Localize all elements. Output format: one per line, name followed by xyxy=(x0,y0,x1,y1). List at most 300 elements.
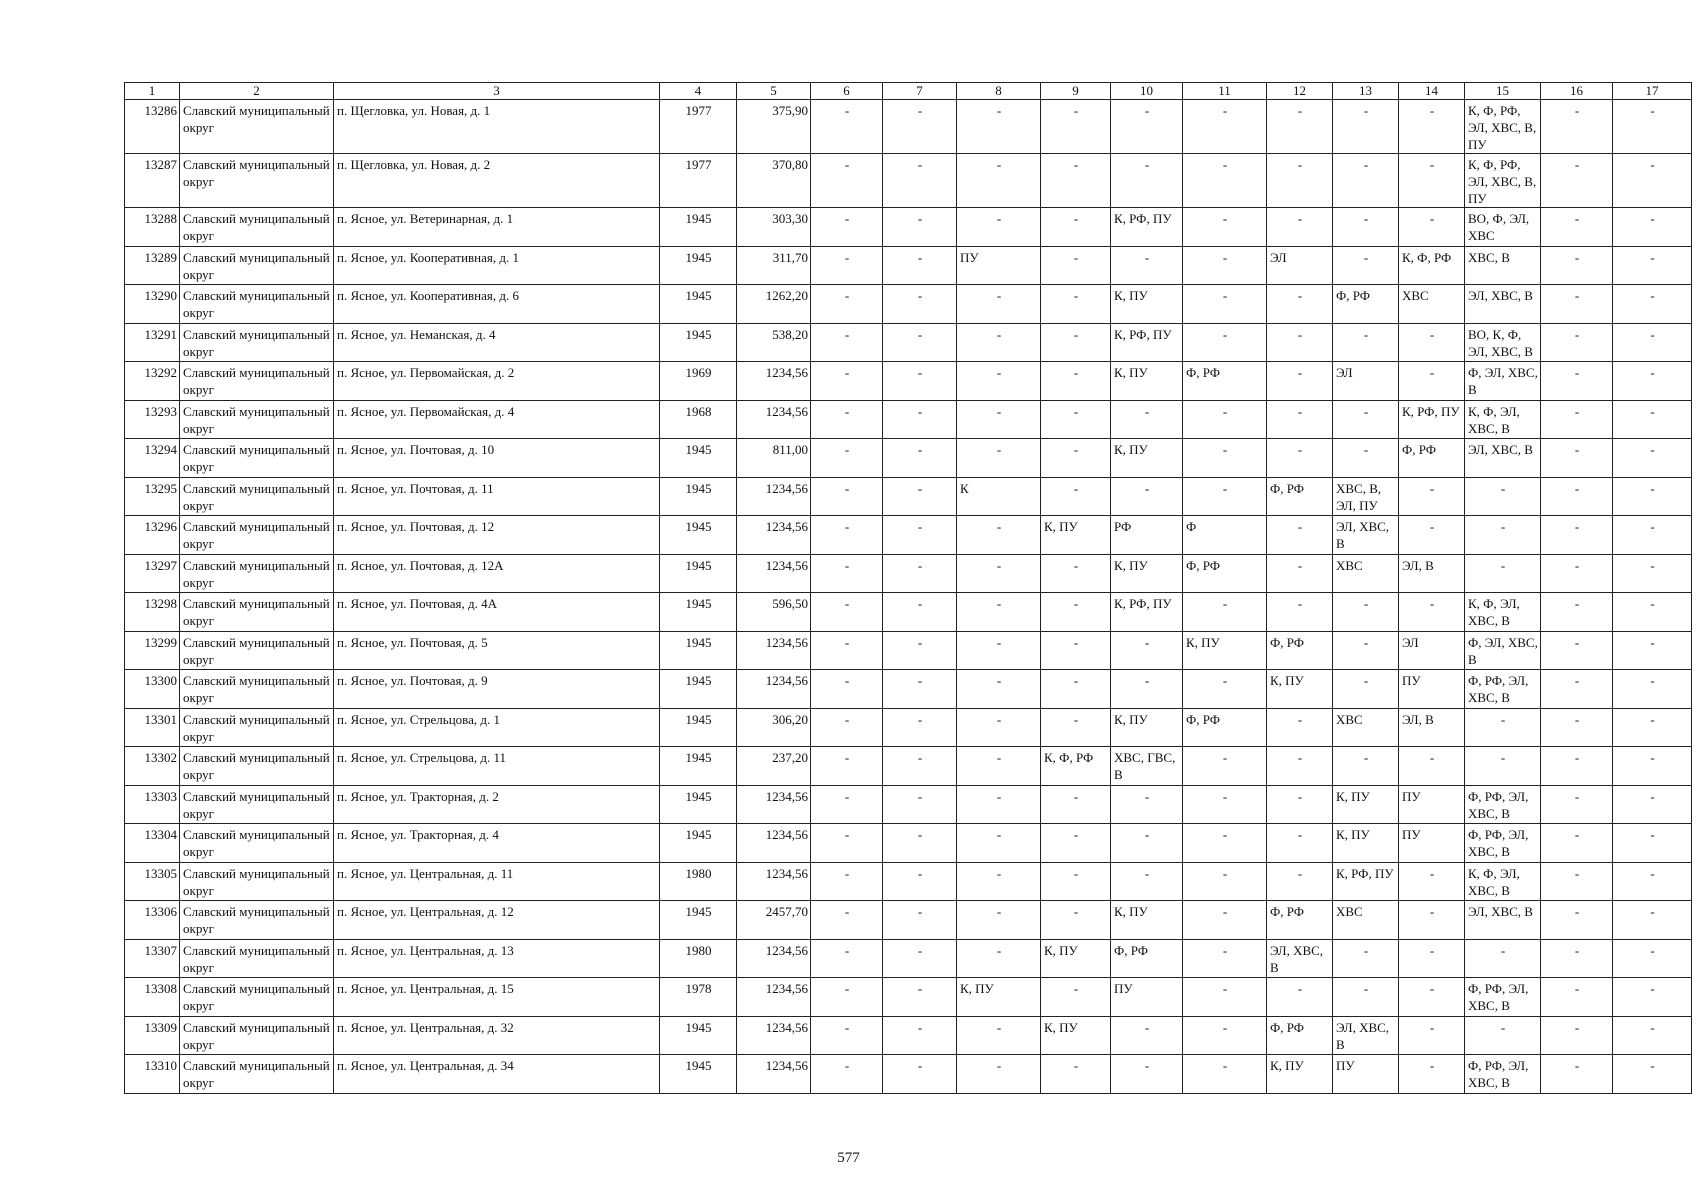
table-cell-col-4: 1945 xyxy=(660,824,737,863)
table-cell-col-15: К, Ф, РФ, ЭЛ, ХВС, В, ПУ xyxy=(1465,154,1541,208)
table-cell-col-11: - xyxy=(1183,862,1267,901)
table-cell-col-17: - xyxy=(1613,901,1692,940)
table-cell-col-3: п. Ясное, ул. Тракторная, д. 4 xyxy=(334,824,660,863)
table-cell-col-10: К, ПУ xyxy=(1111,362,1183,401)
table-cell-col-3: п. Ясное, ул. Центральная, д. 11 xyxy=(334,862,660,901)
registry-table xyxy=(124,82,1692,1094)
table-cell-col-9: - xyxy=(1041,285,1111,324)
table-cell-col-17: - xyxy=(1613,747,1692,786)
table-cell-col-16: - xyxy=(1541,939,1613,978)
table-cell-col-9: - xyxy=(1041,154,1111,208)
table-cell-col-13: - xyxy=(1333,100,1399,154)
table-cell-col-1: 13307 xyxy=(125,939,180,978)
table-cell-col-7: - xyxy=(883,593,957,632)
table-cell-col-12: - xyxy=(1267,516,1333,555)
column-header-3: 3 xyxy=(334,83,660,100)
table-cell-col-12: - xyxy=(1267,824,1333,863)
table-cell-col-9: - xyxy=(1041,439,1111,478)
table-cell-col-9: - xyxy=(1041,246,1111,285)
table-cell-col-12: - xyxy=(1267,362,1333,401)
table-cell-col-7: - xyxy=(883,631,957,670)
table-cell-col-10: К, ПУ xyxy=(1111,708,1183,747)
table-row xyxy=(125,1055,1692,1094)
table-cell-col-3: п. Ясное, ул. Почтовая, д. 10 xyxy=(334,439,660,478)
table-cell-col-6: - xyxy=(811,1016,883,1055)
table-cell-col-1: 13287 xyxy=(125,154,180,208)
table-cell-col-8: - xyxy=(957,100,1041,154)
table-cell-col-8: - xyxy=(957,824,1041,863)
table-cell-col-7: - xyxy=(883,439,957,478)
table-cell-col-13: ХВС xyxy=(1333,554,1399,593)
table-cell-col-3: п. Ясное, ул. Почтовая, д. 12А xyxy=(334,554,660,593)
table-cell-col-15: ВО, Ф, ЭЛ, ХВС xyxy=(1465,208,1541,247)
table-cell-col-14: - xyxy=(1399,939,1465,978)
table-cell-col-17: - xyxy=(1613,785,1692,824)
table-cell-col-11: - xyxy=(1183,670,1267,709)
table-cell-col-16: - xyxy=(1541,747,1613,786)
table-cell-col-9: - xyxy=(1041,824,1111,863)
table-row xyxy=(125,246,1692,285)
table-cell-col-11: Ф, РФ xyxy=(1183,362,1267,401)
table-cell-col-11: - xyxy=(1183,1016,1267,1055)
table-cell-col-14: ЭЛ xyxy=(1399,631,1465,670)
table-cell-col-16: - xyxy=(1541,362,1613,401)
table-cell-col-13: - xyxy=(1333,439,1399,478)
table-cell-col-14: - xyxy=(1399,747,1465,786)
table-cell-col-10: - xyxy=(1111,477,1183,516)
table-cell-col-5: 1234,56 xyxy=(737,362,811,401)
table-cell-col-1: 13303 xyxy=(125,785,180,824)
table-cell-col-16: - xyxy=(1541,1055,1613,1094)
table-cell-col-1: 13301 xyxy=(125,708,180,747)
table-cell-col-10: - xyxy=(1111,824,1183,863)
table-cell-col-1: 13295 xyxy=(125,477,180,516)
table-cell-col-13: Ф, РФ xyxy=(1333,285,1399,324)
table-row xyxy=(125,362,1692,401)
table-cell-col-7: - xyxy=(883,400,957,439)
table-cell-col-16: - xyxy=(1541,477,1613,516)
table-cell-col-1: 13290 xyxy=(125,285,180,324)
table-cell-col-4: 1945 xyxy=(660,246,737,285)
column-number-header xyxy=(125,83,1692,100)
table-cell-col-4: 1978 xyxy=(660,978,737,1017)
table-cell-col-7: - xyxy=(883,785,957,824)
table-cell-col-1: 13302 xyxy=(125,747,180,786)
table-cell-col-17: - xyxy=(1613,154,1692,208)
table-cell-col-15: Ф, РФ, ЭЛ, ХВС, В xyxy=(1465,1055,1541,1094)
table-cell-col-14: - xyxy=(1399,901,1465,940)
table-row xyxy=(125,708,1692,747)
table-cell-col-9: - xyxy=(1041,1055,1111,1094)
table-cell-col-2: Славский муниципальный округ xyxy=(180,246,334,285)
table-cell-col-3: п. Ясное, ул. Первомайская, д. 4 xyxy=(334,400,660,439)
table-cell-col-17: - xyxy=(1613,1055,1692,1094)
table-cell-col-12: Ф, РФ xyxy=(1267,901,1333,940)
table-cell-col-12: К, ПУ xyxy=(1267,1055,1333,1094)
column-header-16: 16 xyxy=(1541,83,1613,100)
table-cell-col-7: - xyxy=(883,939,957,978)
table-cell-col-17: - xyxy=(1613,208,1692,247)
table-cell-col-6: - xyxy=(811,862,883,901)
table-cell-col-14: К, Ф, РФ xyxy=(1399,246,1465,285)
table-cell-col-14: - xyxy=(1399,1055,1465,1094)
table-cell-col-5: 1234,56 xyxy=(737,824,811,863)
table-cell-col-8: - xyxy=(957,400,1041,439)
table-cell-col-13: - xyxy=(1333,246,1399,285)
table-cell-col-2: Славский муниципальный округ xyxy=(180,439,334,478)
table-cell-col-5: 370,80 xyxy=(737,154,811,208)
table-cell-col-15: Ф, РФ, ЭЛ, ХВС, В xyxy=(1465,824,1541,863)
table-cell-col-7: - xyxy=(883,208,957,247)
table-row xyxy=(125,939,1692,978)
table-cell-col-11: Ф, РФ xyxy=(1183,708,1267,747)
table-cell-col-7: - xyxy=(883,978,957,1017)
table-cell-col-9: - xyxy=(1041,477,1111,516)
table-cell-col-11: - xyxy=(1183,978,1267,1017)
table-cell-col-1: 13299 xyxy=(125,631,180,670)
table-cell-col-6: - xyxy=(811,708,883,747)
table-cell-col-2: Славский муниципальный округ xyxy=(180,285,334,324)
column-header-15: 15 xyxy=(1465,83,1541,100)
table-cell-col-13: К, ПУ xyxy=(1333,785,1399,824)
table-cell-col-9: - xyxy=(1041,862,1111,901)
table-cell-col-12: - xyxy=(1267,978,1333,1017)
table-cell-col-1: 13304 xyxy=(125,824,180,863)
table-cell-col-4: 1969 xyxy=(660,362,737,401)
table-cell-col-7: - xyxy=(883,362,957,401)
table-cell-col-5: 375,90 xyxy=(737,100,811,154)
table-cell-col-4: 1945 xyxy=(660,208,737,247)
table-cell-col-4: 1945 xyxy=(660,439,737,478)
table-cell-col-7: - xyxy=(883,323,957,362)
table-cell-col-2: Славский муниципальный округ xyxy=(180,362,334,401)
table-cell-col-3: п. Ясное, ул. Почтовая, д. 4А xyxy=(334,593,660,632)
table-cell-col-4: 1945 xyxy=(660,516,737,555)
table-cell-col-10: - xyxy=(1111,631,1183,670)
table-cell-col-2: Славский муниципальный округ xyxy=(180,516,334,555)
table-cell-col-2: Славский муниципальный округ xyxy=(180,400,334,439)
table-cell-col-14: - xyxy=(1399,593,1465,632)
table-cell-col-3: п. Ясное, ул. Стрельцова, д. 1 xyxy=(334,708,660,747)
table-cell-col-14: - xyxy=(1399,100,1465,154)
table-cell-col-11: Ф xyxy=(1183,516,1267,555)
table-cell-col-12: - xyxy=(1267,208,1333,247)
table-cell-col-5: 811,00 xyxy=(737,439,811,478)
table-cell-col-17: - xyxy=(1613,400,1692,439)
table-cell-col-8: - xyxy=(957,516,1041,555)
table-cell-col-15: - xyxy=(1465,1016,1541,1055)
table-cell-col-13: - xyxy=(1333,978,1399,1017)
table-cell-col-14: ЭЛ, В xyxy=(1399,708,1465,747)
table-cell-col-13: - xyxy=(1333,400,1399,439)
table-cell-col-6: - xyxy=(811,400,883,439)
table-cell-col-11: - xyxy=(1183,100,1267,154)
table-cell-col-11: - xyxy=(1183,939,1267,978)
table-cell-col-4: 1945 xyxy=(660,285,737,324)
table-row xyxy=(125,978,1692,1017)
table-cell-col-6: - xyxy=(811,1055,883,1094)
table-cell-col-3: п. Ясное, ул. Центральная, д. 32 xyxy=(334,1016,660,1055)
table-cell-col-13: - xyxy=(1333,154,1399,208)
table-cell-col-15: - xyxy=(1465,708,1541,747)
table-cell-col-16: - xyxy=(1541,208,1613,247)
table-cell-col-8: - xyxy=(957,362,1041,401)
table-cell-col-6: - xyxy=(811,516,883,555)
table-cell-col-3: п. Ясное, ул. Кооперативная, д. 6 xyxy=(334,285,660,324)
table-cell-col-16: - xyxy=(1541,670,1613,709)
table-cell-col-15: Ф, ЭЛ, ХВС, В xyxy=(1465,631,1541,670)
table-cell-col-7: - xyxy=(883,285,957,324)
table-cell-col-17: - xyxy=(1613,708,1692,747)
table-cell-col-9: - xyxy=(1041,670,1111,709)
table-cell-col-6: - xyxy=(811,100,883,154)
column-header-7: 7 xyxy=(883,83,957,100)
table-cell-col-1: 13293 xyxy=(125,400,180,439)
table-cell-col-16: - xyxy=(1541,862,1613,901)
table-cell-col-10: - xyxy=(1111,100,1183,154)
table-cell-col-2: Славский муниципальный округ xyxy=(180,901,334,940)
table-cell-col-17: - xyxy=(1613,362,1692,401)
table-cell-col-9: - xyxy=(1041,631,1111,670)
table-cell-col-1: 13289 xyxy=(125,246,180,285)
table-cell-col-6: - xyxy=(811,631,883,670)
table-cell-col-17: - xyxy=(1613,631,1692,670)
table-cell-col-5: 237,20 xyxy=(737,747,811,786)
table-cell-col-9: - xyxy=(1041,554,1111,593)
table-cell-col-17: - xyxy=(1613,554,1692,593)
column-header-14: 14 xyxy=(1399,83,1465,100)
table-cell-col-3: п. Ясное, ул. Кооперативная, д. 1 xyxy=(334,246,660,285)
table-cell-col-5: 1234,56 xyxy=(737,1016,811,1055)
table-cell-col-14: - xyxy=(1399,477,1465,516)
table-cell-col-11: К, ПУ xyxy=(1183,631,1267,670)
table-row xyxy=(125,477,1692,516)
table-cell-col-8: - xyxy=(957,901,1041,940)
table-cell-col-2: Славский муниципальный округ xyxy=(180,208,334,247)
table-cell-col-7: - xyxy=(883,1055,957,1094)
table-cell-col-11: - xyxy=(1183,824,1267,863)
table-row xyxy=(125,670,1692,709)
table-cell-col-3: п. Ясное, ул. Ветеринарная, д. 1 xyxy=(334,208,660,247)
table-cell-col-2: Славский муниципальный округ xyxy=(180,824,334,863)
table-cell-col-14: ХВС xyxy=(1399,285,1465,324)
table-row xyxy=(125,439,1692,478)
table-cell-col-13: - xyxy=(1333,208,1399,247)
table-cell-col-1: 13306 xyxy=(125,901,180,940)
table-cell-col-4: 1945 xyxy=(660,901,737,940)
table-cell-col-8: - xyxy=(957,323,1041,362)
table-cell-col-11: - xyxy=(1183,593,1267,632)
table-cell-col-5: 1234,56 xyxy=(737,862,811,901)
table-cell-col-5: 1234,56 xyxy=(737,1055,811,1094)
table-cell-col-8: - xyxy=(957,747,1041,786)
table-cell-col-16: - xyxy=(1541,554,1613,593)
table-cell-col-11: - xyxy=(1183,154,1267,208)
table-cell-col-7: - xyxy=(883,901,957,940)
table-cell-col-5: 1234,56 xyxy=(737,670,811,709)
table-cell-col-3: п. Ясное, ул. Стрельцова, д. 11 xyxy=(334,747,660,786)
table-row xyxy=(125,154,1692,208)
table-cell-col-16: - xyxy=(1541,978,1613,1017)
table-cell-col-5: 596,50 xyxy=(737,593,811,632)
table-cell-col-8: К, ПУ xyxy=(957,978,1041,1017)
table-cell-col-12: - xyxy=(1267,862,1333,901)
table-cell-col-16: - xyxy=(1541,593,1613,632)
table-cell-col-2: Славский муниципальный округ xyxy=(180,939,334,978)
table-cell-col-9: - xyxy=(1041,400,1111,439)
column-header-1: 1 xyxy=(125,83,180,100)
table-cell-col-11: - xyxy=(1183,477,1267,516)
table-cell-col-5: 1234,56 xyxy=(737,516,811,555)
table-cell-col-2: Славский муниципальный округ xyxy=(180,100,334,154)
table-cell-col-2: Славский муниципальный округ xyxy=(180,747,334,786)
table-cell-col-6: - xyxy=(811,747,883,786)
table-cell-col-3: п. Ясное, ул. Почтовая, д. 12 xyxy=(334,516,660,555)
table-cell-col-6: - xyxy=(811,554,883,593)
table-cell-col-14: - xyxy=(1399,323,1465,362)
table-cell-col-12: - xyxy=(1267,785,1333,824)
table-cell-col-10: К, ПУ xyxy=(1111,901,1183,940)
table-cell-col-8: - xyxy=(957,208,1041,247)
table-row xyxy=(125,862,1692,901)
table-cell-col-11: - xyxy=(1183,285,1267,324)
table-cell-col-14: Ф, РФ xyxy=(1399,439,1465,478)
table-cell-col-5: 303,30 xyxy=(737,208,811,247)
table-cell-col-2: Славский муниципальный округ xyxy=(180,554,334,593)
table-cell-col-7: - xyxy=(883,477,957,516)
table-cell-col-12: ЭЛ, ХВС, В xyxy=(1267,939,1333,978)
table-cell-col-4: 1945 xyxy=(660,1055,737,1094)
table-cell-col-6: - xyxy=(811,477,883,516)
table-cell-col-3: п. Ясное, ул. Центральная, д. 34 xyxy=(334,1055,660,1094)
table-cell-col-7: - xyxy=(883,246,957,285)
table-cell-col-7: - xyxy=(883,100,957,154)
column-header-2: 2 xyxy=(180,83,334,100)
table-cell-col-4: 1945 xyxy=(660,708,737,747)
table-cell-col-4: 1945 xyxy=(660,477,737,516)
table-cell-col-15: ВО, К, Ф, ЭЛ, ХВС, В xyxy=(1465,323,1541,362)
table-cell-col-9: - xyxy=(1041,323,1111,362)
table-cell-col-10: - xyxy=(1111,400,1183,439)
table-cell-col-15: К, Ф, РФ, ЭЛ, ХВС, В, ПУ xyxy=(1465,100,1541,154)
table-cell-col-16: - xyxy=(1541,154,1613,208)
table-cell-col-6: - xyxy=(811,323,883,362)
table-cell-col-5: 1234,56 xyxy=(737,939,811,978)
table-cell-col-3: п. Ясное, ул. Центральная, д. 15 xyxy=(334,978,660,1017)
table-cell-col-8: - xyxy=(957,554,1041,593)
table-cell-col-11: - xyxy=(1183,901,1267,940)
table-cell-col-17: - xyxy=(1613,100,1692,154)
table-cell-col-5: 1234,56 xyxy=(737,477,811,516)
table-row xyxy=(125,554,1692,593)
table-cell-col-1: 13309 xyxy=(125,1016,180,1055)
table-cell-col-7: - xyxy=(883,1016,957,1055)
table-cell-col-8: К xyxy=(957,477,1041,516)
table-cell-col-9: - xyxy=(1041,208,1111,247)
table-cell-col-4: 1945 xyxy=(660,1016,737,1055)
table-cell-col-8: - xyxy=(957,862,1041,901)
table-cell-col-14: - xyxy=(1399,978,1465,1017)
table-cell-col-2: Славский муниципальный округ xyxy=(180,862,334,901)
table-cell-col-4: 1980 xyxy=(660,862,737,901)
table-cell-col-13: - xyxy=(1333,593,1399,632)
table-cell-col-6: - xyxy=(811,785,883,824)
table-cell-col-7: - xyxy=(883,554,957,593)
table-cell-col-6: - xyxy=(811,824,883,863)
table-cell-col-12: - xyxy=(1267,100,1333,154)
table-cell-col-1: 13286 xyxy=(125,100,180,154)
table-cell-col-7: - xyxy=(883,154,957,208)
table-cell-col-11: - xyxy=(1183,208,1267,247)
table-cell-col-2: Славский муниципальный округ xyxy=(180,1055,334,1094)
table-cell-col-5: 1234,56 xyxy=(737,631,811,670)
column-header-11: 11 xyxy=(1183,83,1267,100)
table-row xyxy=(125,901,1692,940)
table-cell-col-12: - xyxy=(1267,708,1333,747)
table-row xyxy=(125,285,1692,324)
page-number: 577 xyxy=(837,1150,860,1166)
table-cell-col-4: 1945 xyxy=(660,323,737,362)
table-cell-col-13: ХВС xyxy=(1333,901,1399,940)
table-cell-col-11: - xyxy=(1183,400,1267,439)
table-cell-col-17: - xyxy=(1613,323,1692,362)
table-cell-col-6: - xyxy=(811,154,883,208)
table-cell-col-3: п. Ясное, ул. Почтовая, д. 5 xyxy=(334,631,660,670)
table-cell-col-6: - xyxy=(811,208,883,247)
table-cell-col-7: - xyxy=(883,747,957,786)
table-cell-col-4: 1945 xyxy=(660,631,737,670)
table-row xyxy=(125,1016,1692,1055)
table-cell-col-9: - xyxy=(1041,593,1111,632)
table-cell-col-14: ЭЛ, В xyxy=(1399,554,1465,593)
table-cell-col-12: - xyxy=(1267,154,1333,208)
table-cell-col-8: - xyxy=(957,439,1041,478)
table-cell-col-5: 2457,70 xyxy=(737,901,811,940)
table-cell-col-15: Ф, ЭЛ, ХВС, В xyxy=(1465,362,1541,401)
table-cell-col-11: - xyxy=(1183,246,1267,285)
table-cell-col-10: ХВС, ГВС, В xyxy=(1111,747,1183,786)
table-cell-col-10: - xyxy=(1111,785,1183,824)
table-cell-col-6: - xyxy=(811,670,883,709)
table-row xyxy=(125,593,1692,632)
table-cell-col-4: 1977 xyxy=(660,154,737,208)
table-cell-col-13: ЭЛ, ХВС, В xyxy=(1333,1016,1399,1055)
table-cell-col-12: Ф, РФ xyxy=(1267,477,1333,516)
table-cell-col-16: - xyxy=(1541,824,1613,863)
table-cell-col-12: - xyxy=(1267,747,1333,786)
table-cell-col-8: - xyxy=(957,631,1041,670)
table-cell-col-14: - xyxy=(1399,362,1465,401)
table-cell-col-1: 13300 xyxy=(125,670,180,709)
table-cell-col-16: - xyxy=(1541,400,1613,439)
table-cell-col-16: - xyxy=(1541,631,1613,670)
table-row xyxy=(125,208,1692,247)
table-cell-col-12: Ф, РФ xyxy=(1267,631,1333,670)
table-cell-col-8: - xyxy=(957,154,1041,208)
table-cell-col-9: К, Ф, РФ xyxy=(1041,747,1111,786)
table-cell-col-8: ПУ xyxy=(957,246,1041,285)
table-cell-col-10: - xyxy=(1111,1055,1183,1094)
table-cell-col-15: ЭЛ, ХВС, В xyxy=(1465,901,1541,940)
table-cell-col-6: - xyxy=(811,439,883,478)
table-cell-col-8: - xyxy=(957,1055,1041,1094)
table-row xyxy=(125,516,1692,555)
table-cell-col-8: - xyxy=(957,939,1041,978)
table-cell-col-1: 13292 xyxy=(125,362,180,401)
table-cell-col-17: - xyxy=(1613,246,1692,285)
table-cell-col-6: - xyxy=(811,285,883,324)
table-cell-col-15: ХВС, В xyxy=(1465,246,1541,285)
